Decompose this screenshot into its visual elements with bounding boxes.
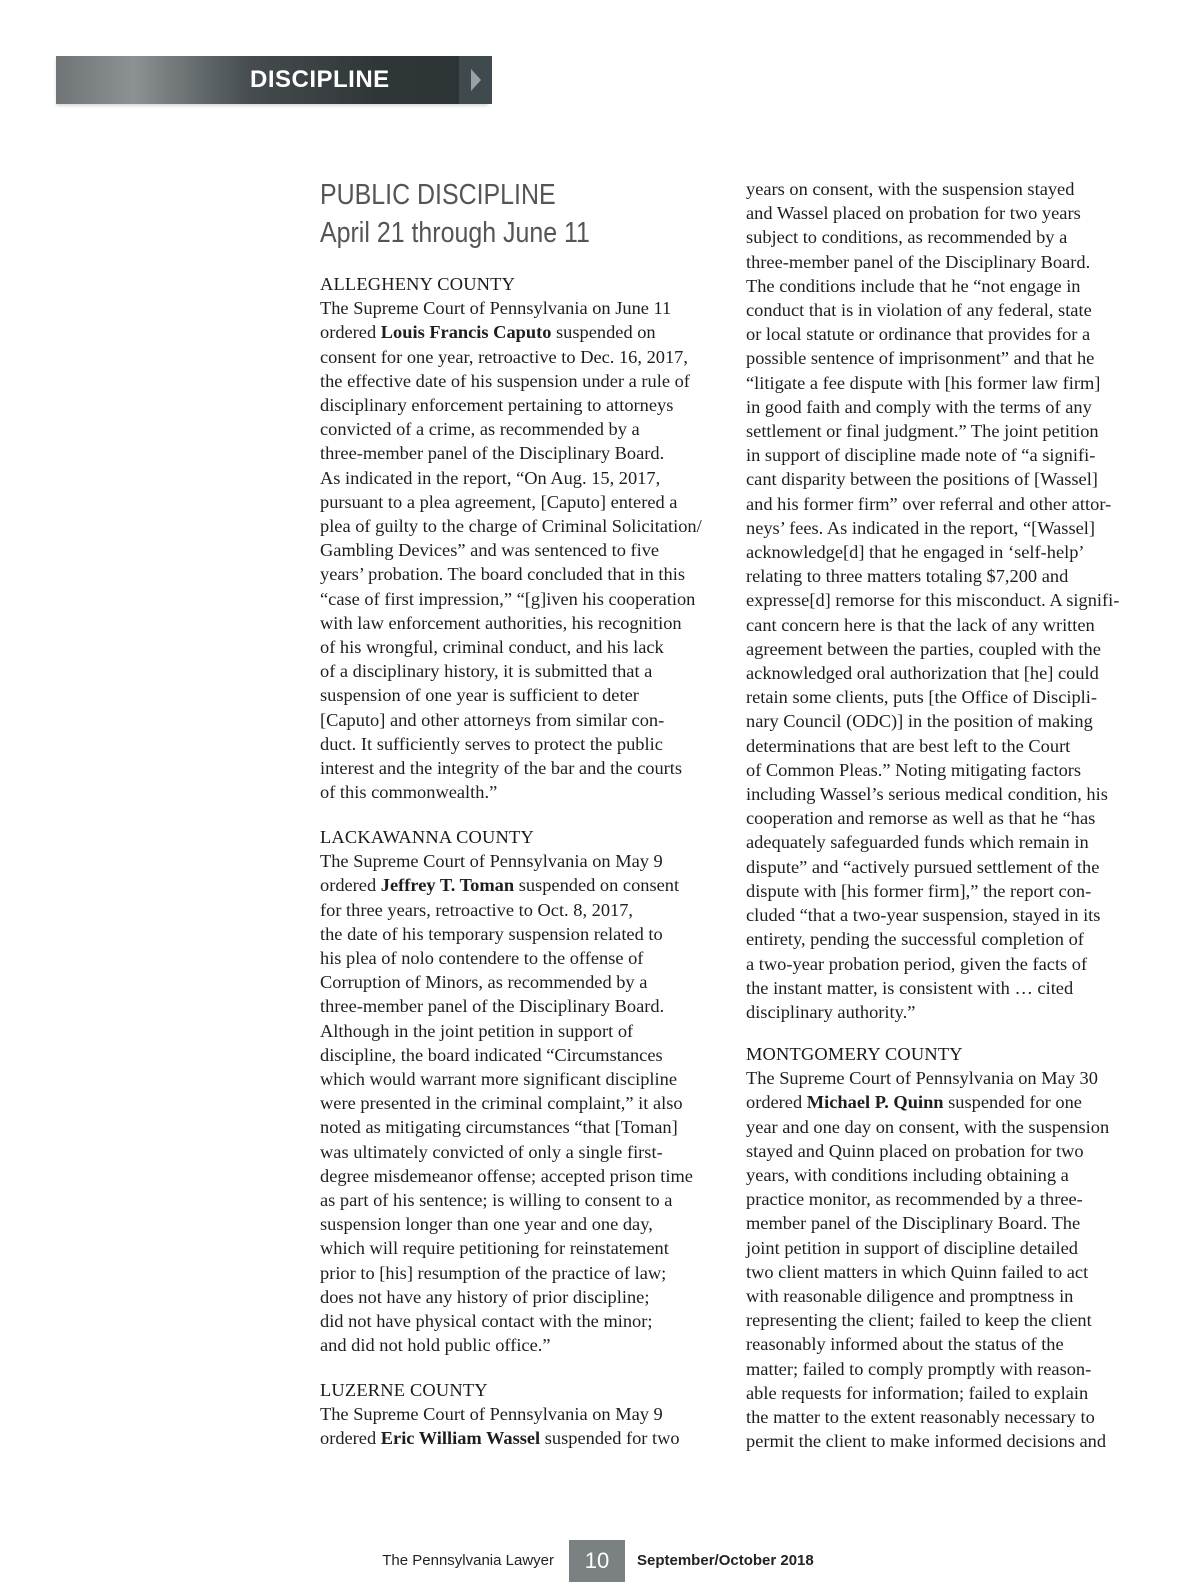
- paragraph-line: of his wrongful, criminal conduct, and his lack: [320, 637, 664, 658]
- paragraph-line: including Wassel’s serious medical condition, his: [746, 784, 1108, 805]
- paragraph-line: “litigate a fee dispute with [his former law firm]: [746, 372, 1101, 393]
- section-luzerne: [320, 1378, 720, 1451]
- section-allegheny: [320, 272, 720, 804]
- paragraph-line: convicted of a crime, as recommended by a: [320, 419, 640, 440]
- paragraph-line: were presented in the criminal complaint,” it also: [320, 1093, 683, 1114]
- paragraph-line: ordered Michael P. Quinn suspended for one: [746, 1092, 1082, 1113]
- section-montgomery: [746, 1042, 1146, 1453]
- paragraph-line: of Common Pleas.” Noting mitigating factors: [746, 759, 1082, 780]
- paragraph-line: member panel of the Disciplinary Board. The: [746, 1213, 1081, 1234]
- county-heading: LACKAWANNA COUNTY: [320, 827, 534, 847]
- paragraph-line: pursuant to a plea agreement, [Caputo] entered a: [320, 491, 678, 512]
- paragraph-line: for three years, retroactive to Oct. 8, 2017,: [320, 899, 634, 920]
- paragraph-line: discipline, the board indicated “Circumstances: [320, 1044, 663, 1065]
- paragraph-line: a two-year probation period, given the facts of: [746, 953, 1088, 974]
- paragraph-line: cluded “that a two-year suspension, stayed in its: [746, 905, 1101, 926]
- paragraph-line: consent for one year, retroactive to Dec. 16, 2017,: [320, 346, 688, 367]
- section-luzerne-continued: [746, 177, 1146, 1024]
- paragraph-line: prior to [his] resumption of the practice of law;: [320, 1262, 667, 1283]
- paragraph-line: suspension longer than one year and one day,: [320, 1214, 653, 1235]
- paragraph-line: two client matters in which Quinn failed to act: [746, 1261, 1089, 1282]
- paragraph-line: relating to three matters totaling $7,200 and: [746, 566, 1069, 587]
- paragraph-line: or local statute or ordinance that provides for a: [746, 324, 1091, 345]
- paragraph-line: cant disparity between the positions of [Wassel]: [746, 469, 1098, 490]
- paragraph-line: years, with conditions including obtaining a: [746, 1165, 1069, 1186]
- paragraph-line: the instant matter, is consistent with … cited: [746, 977, 1074, 998]
- paragraph-line: The conditions include that he “not engage in: [746, 275, 1081, 296]
- paragraph-line: permit the client to make informed decisions and: [746, 1431, 1107, 1452]
- attorney-name: Jeffrey T. Toman: [380, 875, 515, 896]
- paragraph-line: plea of guilty to the charge of Criminal Solicitation/: [320, 516, 702, 537]
- paragraph-line: possible sentence of imprisonment” and that he: [746, 348, 1095, 369]
- attorney-name: Louis Francis Caputo: [380, 322, 552, 343]
- paragraph-line: agreement between the parties, coupled with the: [746, 638, 1101, 659]
- paragraph-line: conduct that is in violation of any federal, state: [746, 300, 1092, 321]
- paragraph-line: cant concern here is that the lack of any written: [746, 614, 1095, 635]
- paragraph-line: joint petition in support of discipline detailed: [746, 1237, 1079, 1258]
- paragraph-line: entirety, pending the successful completion of: [746, 929, 1084, 950]
- paragraph-line: with law enforcement authorities, his recognition: [320, 612, 682, 633]
- county-heading: ALLEGHENY COUNTY: [320, 274, 516, 294]
- paragraph-line: ordered Jeffrey T. Toman suspended on consent: [320, 875, 680, 896]
- paragraph-line: year and one day on consent, with the suspension: [746, 1116, 1110, 1137]
- section-label: DISCIPLINE: [250, 66, 390, 93]
- paragraph-line: Gambling Devices” and was sentenced to five: [320, 540, 660, 561]
- paragraph-line: acknowledge[d] that he engaged in ‘self-help’: [746, 542, 1085, 563]
- paragraph-line: Although in the joint petition in support of: [320, 1020, 634, 1041]
- paragraph-line: three-member panel of the Disciplinary Board.: [746, 251, 1091, 272]
- paragraph-line: and did not hold public office.”: [320, 1335, 551, 1356]
- attorney-name: Michael P. Quinn: [806, 1092, 944, 1113]
- county-heading: LUZERNE COUNTY: [320, 1380, 488, 1400]
- paragraph-line: years on consent, with the suspension stayed: [746, 179, 1075, 199]
- paragraph-line: in good faith and comply with the terms of any: [746, 396, 1092, 417]
- paragraph-line: practice monitor, as recommended by a three-: [746, 1189, 1083, 1210]
- paragraph-line: reasonably informed about the status of the: [746, 1334, 1064, 1355]
- paragraph-line: his plea of nolo contendere to the offense of: [320, 948, 644, 969]
- paragraph-line: expresse[d] remorse for this misconduct. A signifi-: [746, 590, 1120, 611]
- paragraph-line: interest and the integrity of the bar and the courts: [320, 758, 683, 779]
- paragraph-line: three-member panel of the Disciplinary Board.: [320, 996, 665, 1017]
- paragraph-line: neys’ fees. As indicated in the report, “[Wassel]: [746, 517, 1096, 538]
- paragraph-line: stayed and Quinn placed on probation for two: [746, 1140, 1084, 1161]
- section-banner: [56, 56, 488, 104]
- paragraph-line: noted as mitigating circumstances “that [Toman]: [320, 1117, 678, 1138]
- paragraph-line: in support of discipline made note of “a signifi-: [746, 445, 1096, 466]
- section-lackawanna: [320, 825, 720, 1357]
- paragraph-line: dispute” and “actively pursued settlement of the: [746, 856, 1100, 877]
- county-heading: MONTGOMERY COUNTY: [746, 1044, 963, 1064]
- paragraph-line: the date of his temporary suspension related to: [320, 923, 663, 944]
- page-footer: [0, 1540, 1200, 1582]
- paragraph-line: degree misdemeanor offense; accepted prison time: [320, 1165, 693, 1186]
- paragraph-line: ordered Louis Francis Caputo suspended on: [320, 322, 656, 343]
- publication-name: The Pennsylvania Lawyer: [382, 1552, 554, 1569]
- paragraph-line: years’ probation. The board concluded that in this: [320, 564, 685, 585]
- attorney-name: Eric William Wassel: [380, 1428, 541, 1449]
- paragraph-line: adequately safeguarded funds which remain in: [746, 832, 1089, 853]
- paragraph-line: [Caputo] and other attorneys from similar con-: [320, 709, 665, 730]
- paragraph-line: retain some clients, puts [the Office of Discipli-: [746, 687, 1098, 708]
- paragraph-line: The Supreme Court of Pennsylvania on June 11: [320, 298, 672, 319]
- paragraph-line: “case of first impression,” “[g]iven his cooperation: [320, 588, 696, 609]
- paragraph-line: of this commonwealth.”: [320, 782, 498, 803]
- issue-date: September/October 2018: [637, 1552, 814, 1569]
- paragraph-line: settlement or final judgment.” The joint petition: [746, 421, 1099, 442]
- paragraph-line: with reasonable diligence and promptness in: [746, 1286, 1074, 1307]
- paragraph-line: three-member panel of the Disciplinary Board.: [320, 443, 665, 464]
- paragraph-line: ordered Eric William Wassel suspended for two: [320, 1428, 680, 1449]
- paragraph-line: which will require petitioning for reinstatement: [320, 1238, 669, 1259]
- paragraph-line: of a disciplinary history, it is submitted that a: [320, 661, 653, 682]
- title-line: PUBLIC DISCIPLINE: [320, 179, 556, 211]
- paragraph-line: which would warrant more significant discipline: [320, 1069, 677, 1090]
- paragraph-line: determinations that are best left to the Court: [746, 735, 1071, 756]
- chevron-right-icon: [459, 56, 492, 104]
- paragraph-line: disciplinary enforcement pertaining to attorneys: [320, 395, 674, 416]
- paragraph-line: was ultimately convicted of only a single first-: [320, 1141, 663, 1162]
- paragraph-line: As indicated in the report, “On Aug. 15, 2017,: [320, 467, 661, 488]
- paragraph-line: did not have physical contact with the minor;: [320, 1311, 653, 1332]
- paragraph-line: acknowledged oral authorization that [he] could: [746, 663, 1099, 684]
- paragraph-line: disciplinary authority.”: [746, 1001, 916, 1022]
- paragraph-line: as part of his sentence; is willing to consent to a: [320, 1190, 673, 1211]
- title-subline: April 21 through June 11: [320, 217, 590, 249]
- paragraph-line: and his former firm” over referral and other attor-: [746, 493, 1112, 514]
- paragraph-line: The Supreme Court of Pennsylvania on May 9: [320, 1404, 663, 1425]
- paragraph-line: the matter to the extent reasonably necessary to: [746, 1407, 1095, 1428]
- paragraph-line: The Supreme Court of Pennsylvania on May 30: [746, 1068, 1098, 1089]
- paragraph-line: subject to conditions, as recommended by a: [746, 227, 1068, 248]
- paragraph-line: the effective date of his suspension under a rule of: [320, 370, 690, 391]
- paragraph-line: cooperation and remorse as well as that he “has: [746, 808, 1096, 829]
- paragraph-line: dispute with [his former firm],” the report con-: [746, 880, 1092, 901]
- paragraph-line: duct. It sufficiently serves to protect the public: [320, 733, 663, 754]
- paragraph-line: representing the client; failed to keep the client: [746, 1310, 1092, 1331]
- article-title: [320, 176, 590, 252]
- paragraph-line: and Wassel placed on probation for two years: [746, 203, 1081, 224]
- paragraph-line: able requests for information; failed to explain: [746, 1382, 1089, 1403]
- paragraph-line: nary Council (ODC)] in the position of making: [746, 711, 1093, 732]
- paragraph-line: Corruption of Minors, as recommended by a: [320, 972, 648, 993]
- page-number: 10: [569, 1540, 625, 1582]
- paragraph-line: suspension of one year is sufficient to deter: [320, 685, 639, 706]
- paragraph-line: The Supreme Court of Pennsylvania on May 9: [320, 851, 663, 872]
- paragraph-line: matter; failed to comply promptly with reason-: [746, 1358, 1092, 1379]
- paragraph-line: does not have any history of prior discipline;: [320, 1286, 650, 1307]
